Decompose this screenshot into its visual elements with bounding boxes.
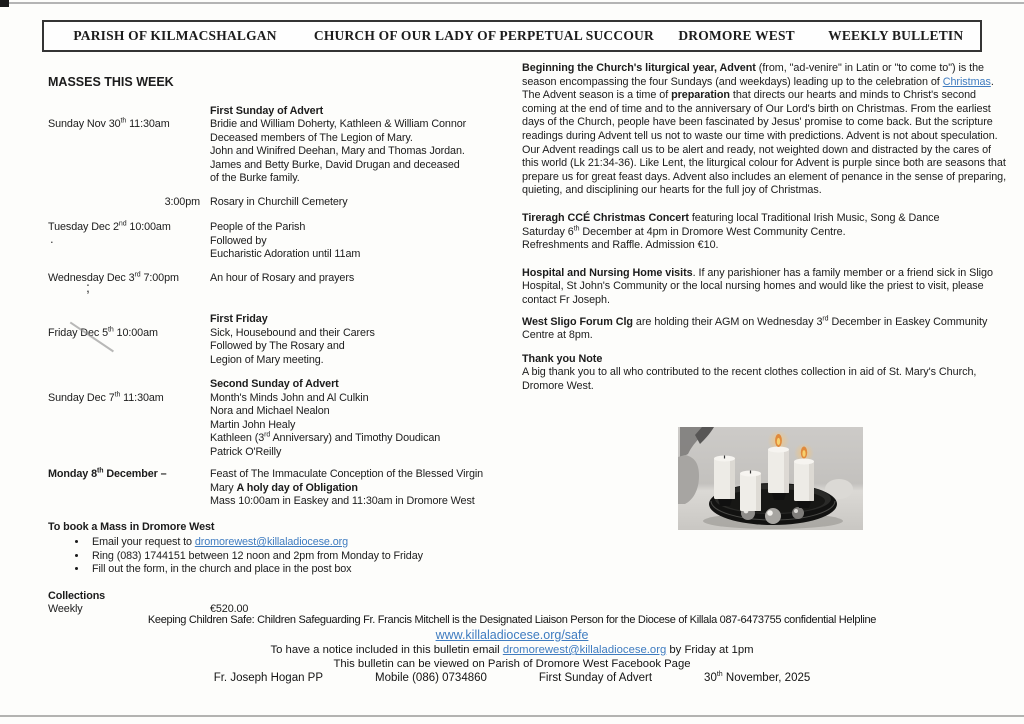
mass-line: Feast of The Immaculate Conception of the Blessed Virgin: [210, 468, 484, 480]
text: Anniversary) and Timothy Doudican: [270, 432, 441, 444]
mass-intentions: [210, 313, 514, 367]
mass-line: Sick, Housebound and their Carers: [210, 326, 375, 339]
masthead-cell: CHURCH OF OUR LADY OF PERPETUAL SUCCOUR: [313, 28, 654, 43]
mass-line: Patrick O'Reilly: [210, 445, 282, 458]
text: December at 4pm in Dromore West Community Centre.: [579, 225, 846, 238]
mass-line: of the Burke family.: [210, 172, 300, 184]
bold-text: preparation: [671, 89, 730, 102]
notice-paragraph: [522, 316, 1008, 343]
mass-intentions: [210, 272, 514, 286]
text: 10:00am: [113, 326, 158, 339]
text: To have a notice included in this bulletin email: [270, 644, 503, 656]
text: th: [114, 390, 121, 398]
mass-entry: [48, 196, 514, 210]
safeguarding-site-link[interactable]: www.killaladiocese.org/safe: [435, 628, 589, 642]
collections-section: [48, 590, 514, 617]
text: November, 2025: [722, 672, 811, 684]
safeguarding-line: Keeping Children Safe: Children Safeguarding Fr. Francis Mitchell is the Designated Liaison Person for the Diocese of Killala 087-6473755 confidential Helpline: [147, 614, 877, 626]
scan-edge-bottom: [0, 715, 1024, 717]
text: th: [716, 671, 723, 679]
mass-line: James and Betty Burke, David Drugan and deceased: [210, 158, 460, 171]
advent-wreath-image: [678, 427, 863, 530]
credit-item: [214, 672, 323, 684]
text: Friday Dec 5: [48, 326, 109, 339]
christmas-concert-note: [522, 212, 1008, 253]
masthead-cell: WEEKLY BULLETIN: [828, 28, 964, 43]
mass-heading: Second Sunday of Advert: [210, 378, 339, 390]
text: 30: [704, 672, 717, 684]
mass-line: John and Winifred Deehan, Mary and Thomas Jordan.: [210, 145, 465, 157]
bold-text: Tireragh CCÉ Christmas Concert: [522, 211, 689, 224]
text: that directs our hearts and minds to Christ's second coming at the end of time and to the anniversary of Our Lord's birth on Christmas. From the earliest days of the Church, people have been fascinated by Jesus' promise to come back. But the scripture readings during Advent tell us not to waste our time with predictions. Advent is not about speculation. Our Advent readings call us to be alert and ready, not weighted down and distracted by the cares of this world (Lk 21:34-36). Like Lent, the liturgical colour for Advent is purple since both are seasons that prepare us for great feast days. Advent also includes an element of penance in the sense of preparing, quieting, and disciplining our hearts for the full joy of Christmas.: [522, 89, 1007, 197]
text: rd: [822, 314, 829, 322]
text: 3:00pm: [164, 195, 200, 208]
notices-column: [522, 62, 1008, 393]
notice-paragraph: [522, 226, 1008, 240]
credit-item: [704, 672, 810, 684]
credits-line: [0, 672, 1024, 684]
text: Mobile (086) 0734860: [375, 672, 487, 684]
book-mass-bullet: [88, 563, 514, 577]
notice-paragraph: [522, 366, 1008, 393]
text: December –: [103, 468, 167, 480]
booking-email-link[interactable]: dromorewest@killaladiocese.org: [194, 536, 349, 548]
text: th: [573, 224, 580, 232]
mass-intentions: [210, 221, 514, 262]
book-mass-bullet: [88, 550, 514, 564]
mass-intentions: [210, 378, 514, 459]
mass-line: Nora and Michael Nealon: [210, 405, 330, 417]
text: The Advent season is a time of: [522, 89, 672, 102]
text: th: [120, 117, 127, 125]
mass-date: [48, 272, 210, 286]
text: Saturday 6: [522, 225, 574, 238]
mass-intentions: [210, 468, 514, 509]
text: are holding their AGM on Wednesday 3: [632, 315, 823, 328]
mass-line: Martin John Healy: [210, 418, 296, 431]
mass-entry: [48, 105, 514, 186]
advent-wreath-photo: [678, 427, 863, 530]
pen-mark: ;: [86, 279, 90, 295]
mass-line: People of the Parish: [210, 221, 306, 233]
text: th: [108, 325, 114, 333]
masses-column: [48, 76, 514, 617]
text: Mary: [210, 481, 237, 494]
mass-date: [48, 105, 210, 186]
collections-amount: €520.00: [210, 603, 249, 615]
text: Ring (083) 1744151 between 12 noon and 2pm from Monday to Friday: [92, 549, 423, 562]
mass-entry: [48, 468, 514, 509]
text: Email your request to: [92, 536, 195, 548]
text: by Friday at 1pm: [666, 644, 754, 656]
notice-paragraph: [522, 267, 1008, 308]
notice-instruction-line: [0, 644, 1024, 656]
book-mass-bullets: [48, 536, 514, 577]
book-mass-section: [48, 521, 514, 577]
text: th: [97, 467, 104, 475]
mass-line: Deceased members of The Legion of Mary.: [210, 131, 413, 144]
text: 7:00pm: [140, 271, 179, 284]
text: nd: [118, 220, 127, 228]
book-mass-title: To book a Mass in Dromore West: [48, 520, 215, 533]
mass-line: Followed by The Rosary and: [210, 340, 345, 352]
agm-note: [522, 316, 1008, 343]
bold-text: A holy day of Obligation: [236, 481, 358, 494]
notice-paragraph: [522, 212, 1008, 226]
bold-text: Beginning the Church's liturgical year, Advent: [522, 62, 756, 74]
mass-line: [210, 482, 514, 496]
collections-label: Weekly: [48, 603, 83, 615]
text: rd: [264, 431, 271, 439]
text: .: [990, 75, 994, 88]
text: Sunday Nov 30: [48, 118, 121, 130]
mass-line: Mass 10:00am in Easkey and 11:30am in Dromore West: [210, 495, 475, 507]
bold-text: Hospital and Nursing Home visits: [522, 266, 693, 279]
notice-paragraph: [522, 89, 1008, 198]
facebook-line: This bulletin can be viewed on Parish of Dromore West Facebook Page: [333, 658, 691, 670]
masthead-cell: DROMORE WEST: [678, 28, 795, 43]
mass-line: Followed by: [210, 234, 267, 247]
mass-date: [48, 196, 210, 210]
scan-edge-top: [0, 2, 1024, 4]
mass-date: [48, 313, 210, 367]
mass-line: Legion of Mary meeting.: [210, 353, 324, 366]
christmas-link[interactable]: Christmas: [942, 75, 991, 88]
mass-line: Eucharistic Adoration until 11am: [210, 248, 361, 260]
text: A big thank you to all who contributed to the recent clothes collection in aid of St. Mary's Church, Dromore West.: [522, 366, 977, 392]
mass-intentions: [210, 105, 514, 186]
mass-line: Bridie and William Doherty, Kathleen & William Connor: [210, 118, 467, 130]
text: Sunday Dec 7: [48, 391, 115, 404]
bulletin-masthead: [42, 20, 982, 52]
credit-item: [375, 672, 487, 684]
notice-heading: Thank you Note: [522, 352, 603, 365]
mass-schedule: [48, 105, 514, 509]
text: Kathleen (3: [210, 432, 265, 444]
collections-title: Collections: [48, 589, 106, 602]
text: Tuesday Dec 2: [48, 221, 119, 233]
text: Monday 8: [48, 468, 97, 480]
text: (from, "ad-venire" in Latin or "to come to") is the season encompassing the four Sundays (and weekdays) leading up to the celebration of: [522, 62, 985, 88]
footer: [0, 614, 1024, 684]
text: featuring local Traditional Irish Music, Song & Dance: [688, 211, 940, 224]
thank-you-note: [522, 353, 1008, 394]
text: rd: [134, 270, 141, 278]
mass-line: [210, 432, 514, 446]
mass-date: [48, 221, 210, 262]
notice-paragraph: [522, 239, 1008, 253]
book-mass-bullet: [88, 536, 514, 550]
text: 10:00am: [126, 221, 171, 233]
masthead-cell: PARISH OF KILMACSHALGAN: [73, 28, 277, 43]
mass-entry: [48, 272, 514, 286]
credit-item: [539, 672, 652, 684]
masses-title: MASSES THIS WEEK: [48, 75, 174, 89]
text: 11:30am: [126, 118, 170, 130]
text: Refreshments and Raffle. Admission €10.: [522, 239, 719, 252]
text: . If any parishioner has a family member or a friend sick in Sligo Hospital, St John's Community or the local nursing homes and would like the priest to visit, please contact Fr Joseph.: [522, 266, 993, 306]
pen-dot-mark: .: [50, 231, 54, 246]
text: December in Easkey Community Centre at 8pm.: [522, 315, 988, 342]
mass-date: [48, 468, 210, 509]
notice-paragraph: [522, 62, 1008, 89]
mass-entry: [48, 313, 514, 367]
text: 11:30am: [120, 391, 164, 404]
mass-date: [48, 378, 210, 459]
mass-line: Rosary in Churchill Cemetery: [210, 195, 348, 208]
mass-line: An hour of Rosary and prayers: [210, 271, 355, 284]
text: Fill out the form, in the church and place in the post box: [92, 563, 352, 575]
mass-intentions: [210, 196, 514, 210]
notice-email-link[interactable]: dromorewest@killaladiocese.org: [502, 644, 667, 656]
advent-season-note: [522, 62, 1008, 198]
mass-heading: First Sunday of Advert: [210, 104, 324, 117]
text: Wednesday Dec 3: [48, 271, 135, 284]
mass-entry: [48, 221, 514, 262]
mass-line: Month's Minds John and Al Culkin: [210, 391, 369, 404]
text: Fr. Joseph Hogan PP: [213, 672, 324, 684]
bold-text: West Sligo Forum Clg: [522, 315, 633, 328]
text: First Sunday of Advert: [538, 672, 653, 684]
mass-entry: [48, 378, 514, 459]
mass-heading: First Friday: [210, 313, 268, 325]
scan-corner-mark: [0, 0, 9, 7]
hospital-visits-note: [522, 267, 1008, 308]
